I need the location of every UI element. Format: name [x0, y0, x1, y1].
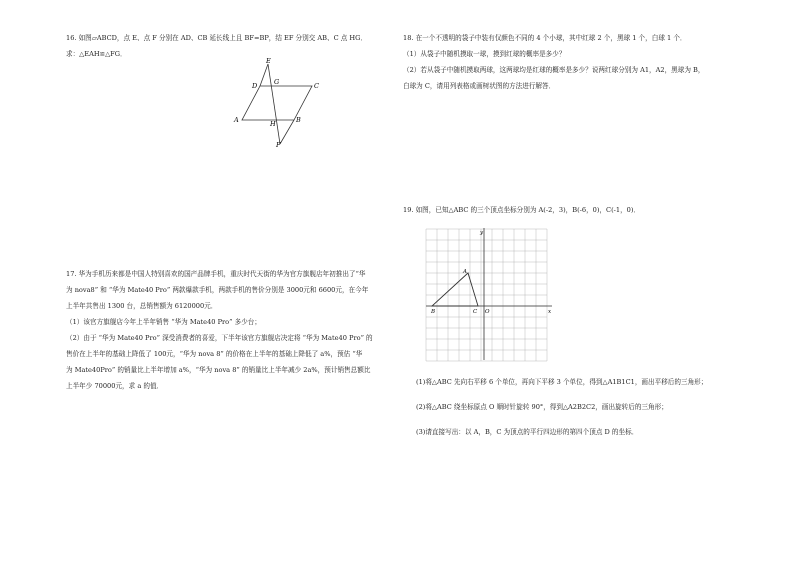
q19-part-1: (1)将△ABC 先向右平移 6 个单位，再向下平移 3 个单位，得到△A1B1C1，画出平移后的三角形； [416, 378, 708, 386]
q17-line-1: 17. 华为手机历来都是中国人特别喜欢的国产品牌手机，重庆时代天街的华为官方旗舰店年初推出了“华 [66, 270, 366, 278]
q17-part-2-line-4: 上半年少 70000元，求 a 的值． [66, 382, 164, 390]
q17-line-3: 上半年共售出 1300 台，总销售额为 6120000元． [66, 302, 218, 310]
question-19 [403, 202, 640, 218]
q16-parallelogram-figure [220, 58, 340, 148]
label-a: A [234, 116, 239, 124]
label-b: B [296, 116, 301, 124]
point-label-b: B [431, 309, 436, 315]
label-c: C [314, 82, 319, 90]
q17-part-2-line-1: （2）由于 “华为 Mate40 Pro” 深受消费者的喜爱，下半年该官方旗舰店决定将 “华为 Mate40 Pro” 的 [66, 334, 373, 342]
question-17 [66, 266, 373, 394]
point-label-o: O [485, 309, 490, 315]
label-f: F [276, 141, 281, 148]
q18-part-2-line-1: （2）若从袋子中随机摸取两球，这两球均是红球的概率是多少？说两红球分别为 A1，A2，黑球为 B， [403, 66, 705, 74]
q17-line-2: 为 nova8” 和 “华为 Mate40 Pro” 两款爆款手机，两款手机的售价分别是 3000元和 6600元，在今年 [66, 286, 369, 294]
q19-coordinate-grid [422, 224, 556, 364]
q17-part-2-line-2: 售价在上半年的基础上降低了 100元，“华为 nova 8” 的价格在上半年的基础上降低了 a%，预估 “华 [66, 350, 363, 358]
q17-part-1: （1）该官方旗舰店今年上半年销售 “华为 Mate40 Pro” 多少台； [66, 318, 261, 326]
axis-label-y: y [480, 230, 484, 236]
q18-line-1: 18. 在一个不透明的袋子中装有仅颜色不同的 4 个小球，其中红球 2 个，黑球 1 个，白球 1 个． [403, 34, 687, 42]
question-18 [403, 30, 705, 94]
point-label-c: C [473, 309, 478, 315]
label-h: H [270, 120, 276, 128]
triangle-abc [432, 273, 478, 306]
label-d: D [252, 82, 258, 90]
point-label-a: A [463, 269, 467, 275]
segment-ef [268, 64, 280, 144]
q16-line-1: 16. 如图▱ABCD，点 E、点 F 分别在 AD、CB 延长线上且 BF=BP，结 EF 分别交 AB、C 点 HG． [66, 34, 368, 42]
parallelogram-abcd [242, 86, 312, 120]
q19-part-2: (2)将△ABC 绕坐标原点 O 顺时针旋转 90°，得到△A2B2C2，画出旋转后的三角形； [416, 403, 668, 411]
label-e: E [266, 58, 271, 65]
q19-line-1: 19. 如图，已知△ABC 的三个顶点坐标分别为 A(-2，3)，B(-6，0)，C(-1，0)． [403, 206, 641, 214]
q18-part-1: （1）从袋子中随机摸取一球，摸到红球的概率是多少？ [403, 50, 566, 58]
q19-part-3: (3)请直接写出：以 A，B，C 为顶点的平行四边形的第四个顶点 D 的坐标． [416, 428, 639, 436]
q17-part-2-line-3: 为 Mate40Pro” 的销量比上半年增加 a%，“华为 nova 8” 的销量比上半年减少 2a%，预计销售总额比 [66, 366, 371, 374]
label-g: G [274, 78, 280, 86]
extension-cb [280, 120, 294, 144]
question-19-parts [416, 370, 707, 445]
q18-part-2-line-2: 白球为 C，请用列表格或画树状图的方法进行解答． [403, 82, 556, 90]
q16-line-2: 求：△EAH≌△FG． [66, 50, 127, 58]
extension-ad [260, 64, 268, 86]
axis-label-x: x [548, 309, 552, 315]
